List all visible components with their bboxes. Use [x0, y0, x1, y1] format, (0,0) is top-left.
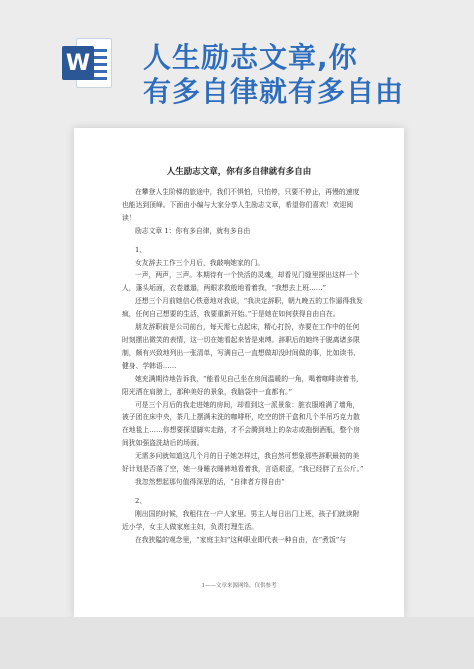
paragraph: 在攀登人生阶梯的旅途中，我们不惧怕，只怕停，只要不停止，再慢的速度也能达到顶峰。下面由小编与大家分享人生励志文章，希望你们喜欢！欢迎阅读！ — [122, 188, 360, 222]
paragraph: 还想三个月前她信心铁意地对我说，“我决定辞职，朝九晚五的工作逼得我发疯，任何自己想要的生活，我要重新开始。”于是她在如何获得自由自在。 — [122, 297, 363, 319]
word-icon — [62, 38, 112, 88]
document-body — [122, 186, 366, 546]
bottom-background — [0, 617, 474, 669]
paragraph: 女友辞去工作三个月后，我敲响她家的门。 — [135, 258, 265, 267]
paragraph: 励志文章 1：你有多自律，就有多自由 — [135, 226, 251, 235]
banner-title-line-1: 人生励志文章,你 — [143, 41, 358, 74]
document-banner — [0, 0, 474, 118]
paragraph: 在我狭隘的观念里，“家庭主妇”这种职业即代表一种自由，在“煮饭”与 — [135, 535, 347, 544]
paragraph: 刚出国的时候，我租住在一户人家里。男主人每日出门上班，孩子们就读附近小学，女主人做家庭主妇，负责打理生活。 — [122, 509, 360, 531]
banner-title-line-2: 有多自律就有多自由 — [143, 75, 405, 108]
paragraph: 可是三个月后的我走进她的房间，却看到这一派景象：脏衣服堆满了墙角，被子团在床中央，茶几上摆满未洗的咖啡杯，吃空的饼干盒和几个半吊巧克力散在地毯上……你想要探望脚实走路，才不会腾到地上的杂志或拖倒酒瓶，整个房间犹如强盗洗劫后的场面。 — [122, 400, 360, 448]
paragraph: 我忽然想起那句值得深思的话，“自律者方得自由” — [135, 477, 285, 486]
page-footer: 1——文章来源网络，仅供参考 — [201, 583, 277, 589]
paragraph: 朋友辞职前是公司前台，每天需七点起床，精心打扮，赤要在工作中的任何时刻摆出微笑的表情，这一切在她看起来皆是束缚。辞职后的她终于脱离诸多限制，颇有兴致地列出一张清单，写满自己一直想做却没时间做的事，比如读书、健身、学韩语…… — [122, 323, 360, 370]
word-badge: W — [62, 46, 94, 80]
document-title: 人生励志文章，你有多自律就有多自由 — [166, 167, 312, 177]
document-page — [74, 128, 404, 617]
paragraph: 一声，两声，三声。本期待有一个快活的灵魂，却看见门缝里探出这样一个人，蓬头垢面，衣卷邋遢，两眼求救般地看着我，“我想去上班……” — [122, 271, 360, 293]
paragraph: 1、 — [135, 245, 147, 254]
paragraph: 她充满期待地告诉我，“能看见自己坐在房间温暖的一角，喝着咖啡读着书，阳光洒在肩膀上，那种美好的景象，我脑袋中一直都有。” — [122, 374, 363, 396]
paragraph: 无需多问就知道这几个月的日子她怎样过，我自然可想象那些辞职最初的美好计划是否落了空，她一身睡衣睡裤地看着我，言语艰涩，“我已经胖了五公斤。” — [122, 452, 364, 474]
paragraph: 2、 — [135, 496, 147, 505]
